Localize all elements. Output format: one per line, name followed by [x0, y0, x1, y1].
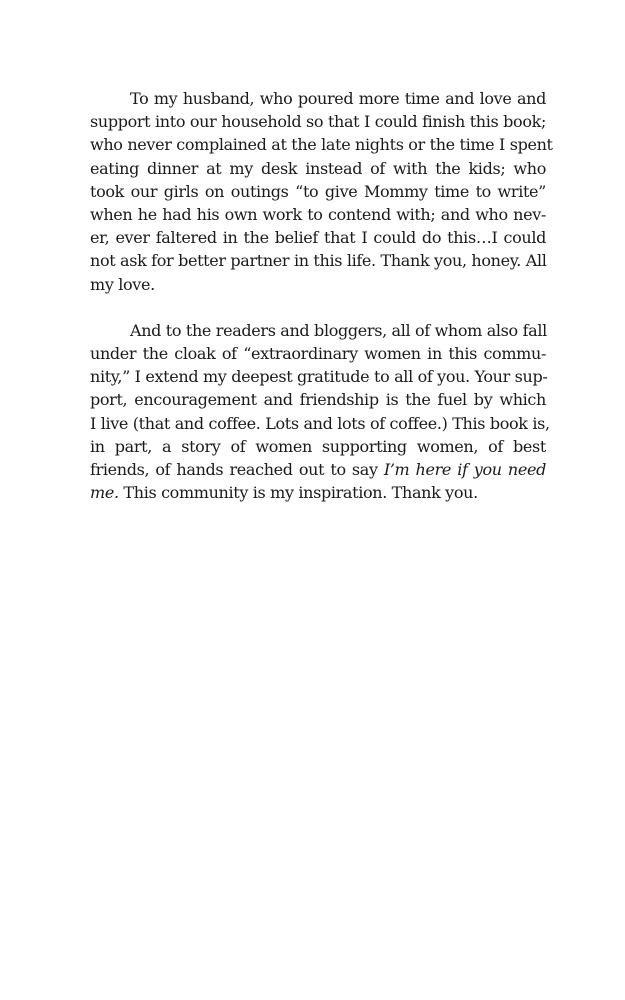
text-line: my love. — [90, 274, 155, 294]
text-run: This community is my inspiration. Thank you. — [118, 483, 478, 503]
text-line: support into our household so that I could finish this book; — [90, 112, 546, 132]
text-line — [90, 458, 546, 481]
text-line: I live (that and coffee. Lots and lots of coffee.) This book is, — [90, 413, 550, 433]
text-line: under the cloak of “extraordinary women in this commu- — [90, 344, 546, 364]
acknowledgments-text — [90, 87, 553, 504]
text-line: And to the readers and bloggers, all of whom also fall — [130, 320, 547, 340]
text-line: er, ever faltered in the belief that I could do this…I could — [90, 228, 546, 248]
text-line: when he had his own work to contend with; and who nev- — [90, 204, 546, 224]
text-line: port, encouragement and friendship is the fuel by which — [90, 390, 546, 410]
paragraph-husband — [90, 87, 553, 296]
paragraph-readers — [90, 319, 550, 505]
italic-text: I’m here if you need — [383, 460, 546, 479]
text-line: nity,” I extend my deepest gratitude to all of you. Your sup- — [90, 367, 548, 387]
text-line: To my husband, who poured more time and love and — [130, 89, 546, 108]
text-line: eating dinner at my desk instead of with the kids; who — [90, 158, 546, 178]
text-line: took our girls on outings “to give Mommy time to write” — [90, 181, 546, 201]
italic-text: me. — [90, 483, 119, 503]
text-run: friends, of hands reached out to say — [90, 460, 384, 479]
text-line: not ask for better partner in this life. Thank you, honey. All — [90, 251, 547, 271]
text-line: in part, a story of women supporting women, of best — [90, 436, 546, 456]
paragraph-gap — [90, 296, 546, 319]
text-line: who never complained at the late nights or the time I spent — [90, 135, 553, 155]
text-line — [90, 481, 546, 504]
